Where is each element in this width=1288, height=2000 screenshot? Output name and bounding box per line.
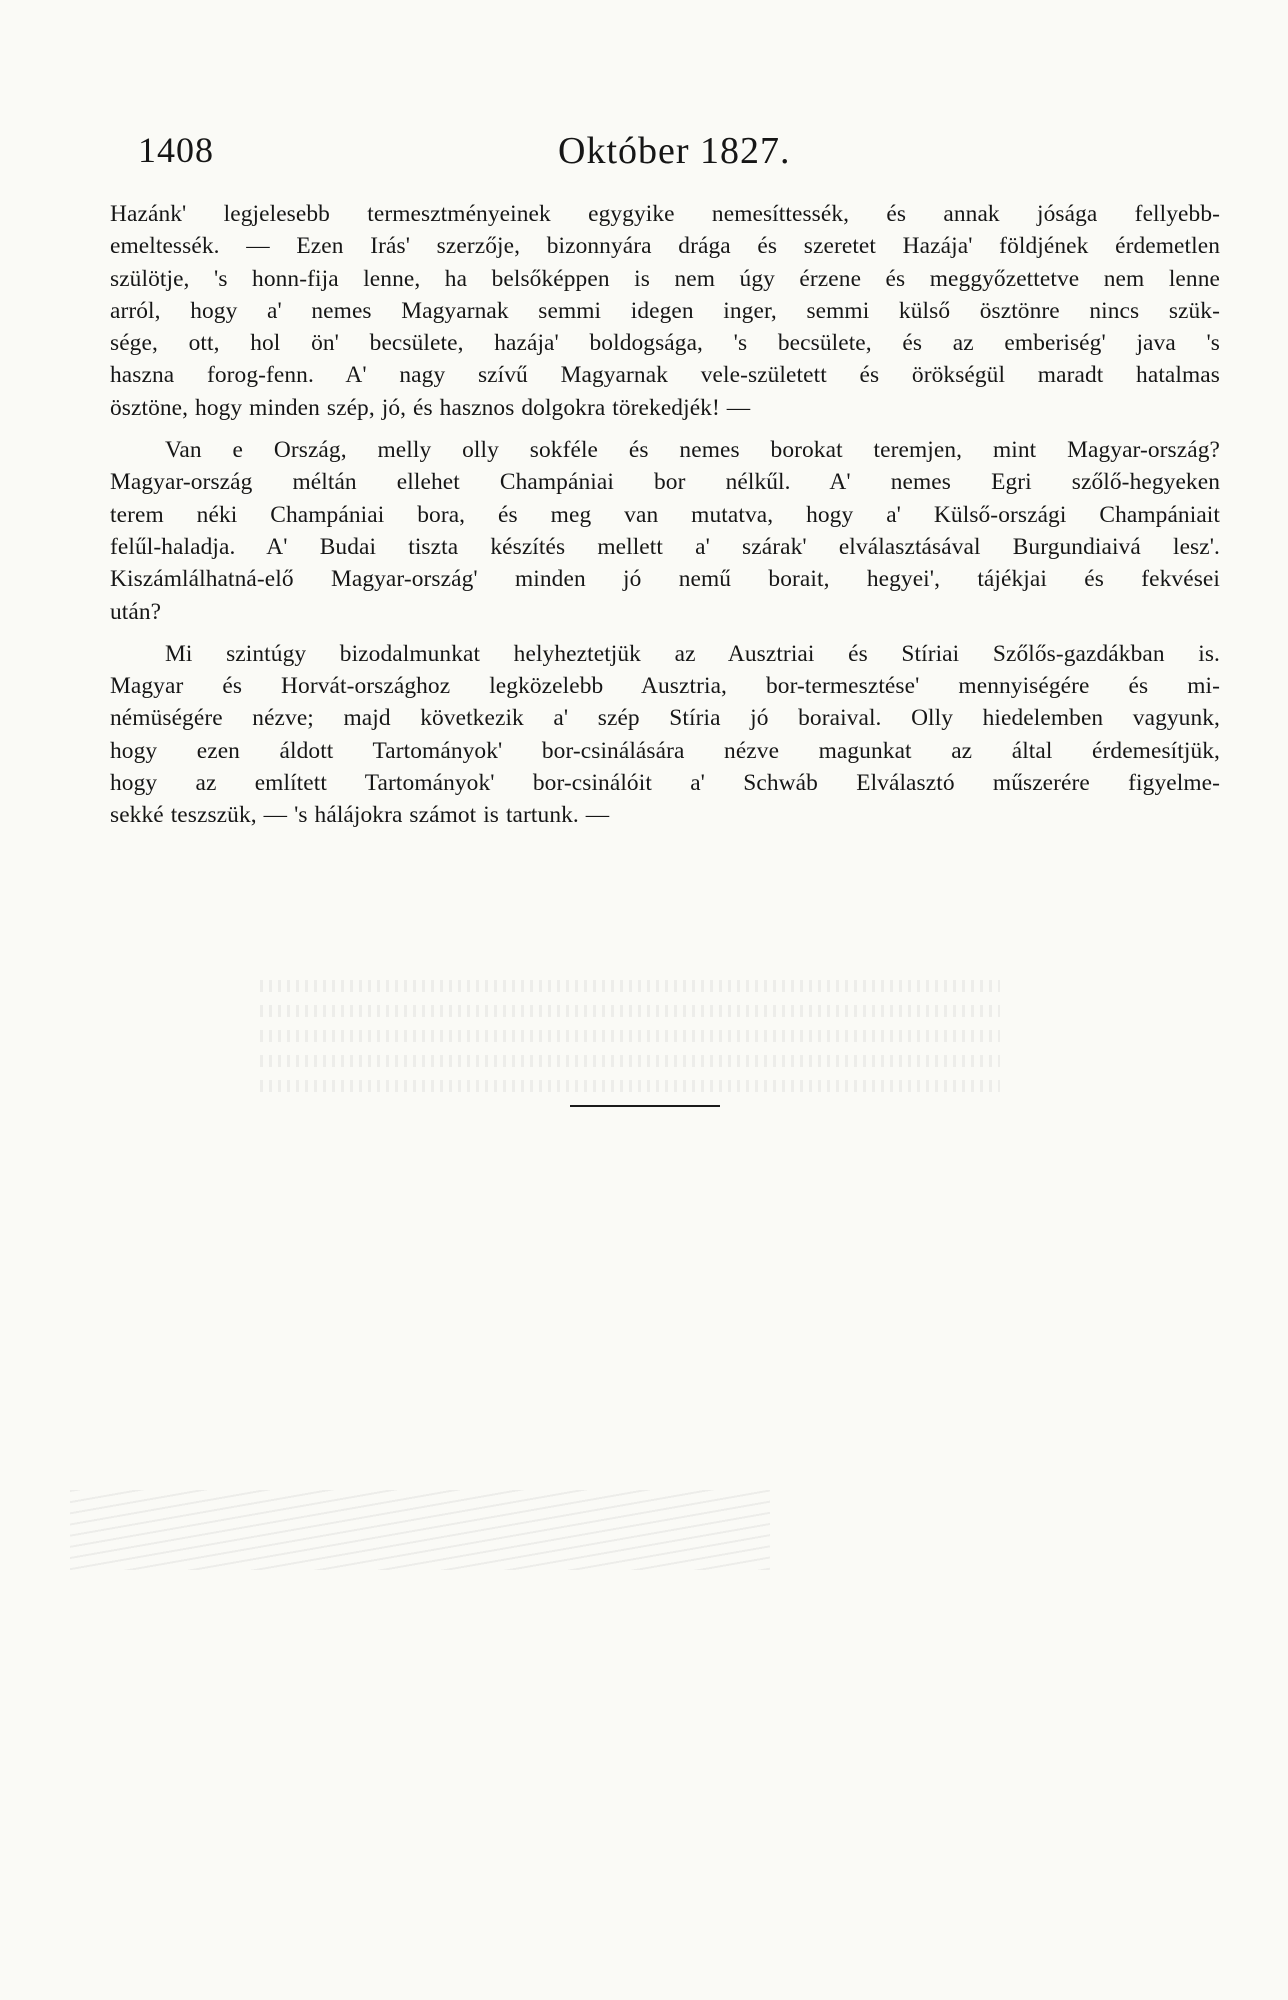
body-text [110,198,1220,832]
text-line: arról, hogy a' nemes Magyarnak semmi idegen inger, semmi külső ösztönre nincs szük- [110,297,1220,324]
text-line: némüségére nézve; majd következik a' szép Stíria jó boraival. Olly hiedelemben vagyunk, [110,705,1220,732]
text-line: hogy ezen áldott Tartományok' bor-csinálására nézve magunkat az által érdemesítjük, [110,737,1220,764]
text-line: szülötje, 's honn-fija lenne, ha belsőképpen is nem úgy érzene és meggyőzettetve nem lenne [110,265,1220,292]
text-line: felűl-haladja. A' Budai tiszta készítés mellett a' szárak' elválasztásával Burgundiaivá lesz'. [110,533,1220,560]
paper-speckle [70,1490,770,1570]
text-line: Kiszámlálhatná-elő Magyar-ország' minden jó nemű borait, hegyei', tájékjai és fekvései [110,566,1220,593]
show-through-ink [260,1055,1000,1067]
text-line: Mi szintúgy bizodalmunkat helyheztetjük az Ausztriai és Stíriai Szőlős-gazdákban is. [165,640,1220,667]
text-line: terem néki Champániai bora, és meg van mutatva, hogy a' Külső-országi Champániait [110,501,1220,528]
text-line: hogy az említett Tartományok' bor-csinálóit a' Schwáb Elválasztó műszerére figyelme- [110,770,1220,797]
page-header [138,125,1198,185]
text-line: ösztöne, hogy minden szép, jó, és hasznos dolgokra törekedjék! — [110,394,751,421]
text-line: Magyar-ország méltán ellehet Champániai bor nélkűl. A' nemes Egri szőlő-hegyeken [110,469,1220,496]
text-line: emeltessék. — Ezen Irás' szerzője, bizonnyára drága és szeretet Hazája' földjének érdemetlen [110,233,1220,260]
text-line: sekké teszszük, — 's hálájokra számot is tartunk. — [110,802,610,829]
text-line: Hazánk' legjelesebb termesztményeinek egygyike nemesíttessék, és annak jósága fellyebb- [110,201,1220,227]
show-through-ink [260,1080,1000,1092]
page-number: 1408 [138,130,214,170]
running-head: Október 1827. [558,130,791,172]
text-line: után? [110,598,162,625]
show-through-ink [260,1030,1000,1042]
section-divider-rule [570,1105,720,1107]
text-line: Magyar és Horvát-országhoz legközelebb Ausztria, bor-termesztése' mennyiségére és mi- [110,673,1220,700]
text-line: haszna forog-fenn. A' nagy szívű Magyarnak vele-született és örökségül maradt hatalmas [110,362,1220,389]
text-line: Van e Ország, melly olly sokféle és nemes borokat teremjen, mint Magyar-ország? [165,437,1220,464]
show-through-ink [260,980,1000,992]
paragraph-2 [110,434,1220,628]
paragraph-1 [110,198,1220,424]
paragraph-3 [110,638,1220,832]
text-line: sége, ott, hol ön' becsülete, hazája' boldogsága, 's becsülete, és az emberiség' java 's [110,330,1220,357]
show-through-ink [260,1005,1000,1017]
